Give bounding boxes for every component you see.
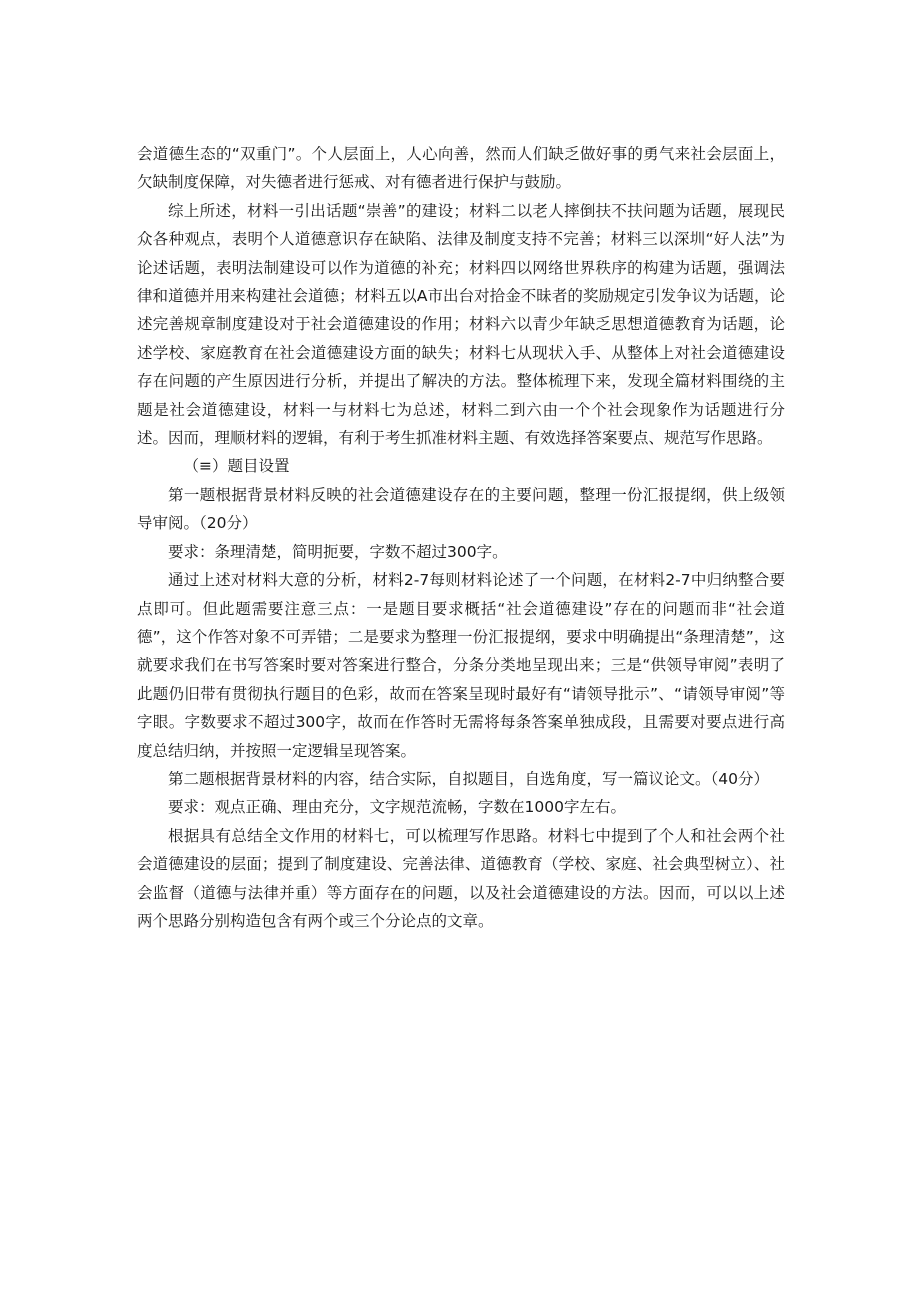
question-two-requirement: 要求：观点正确、理由充分，文字规范流畅，字数在1000字左右。: [168, 798, 626, 817]
question-two-analysis: 根据具有总结全文作用的材料七，可以梳理写作思路。材料七中提到了个人和社会两个社会道德建设的层面；提到了制度建设、完善法律、道德教育（学校、家庭、社会典型树立）、社会监督（道德与法律并重）等方面存在的问题，以及社会道德建设的方法。因而，可以以上述两个思路分别构造包含有两个或三个分论点的文章。: [137, 826, 785, 930]
paragraph-summary: 综上所述，材料一引出话题“崇善”的建设；材料二以老人摔倒扶不扶问题为话题，展现民众各种观点，表明个人道德意识存在缺陷、法律及制度支持不完善；材料三以深圳“好人法”为论述话题，表明法制建设可以作为道德的补充；材料四以网络世界秩序的构建为话题，强调法律和道德并用来构建社会道德；材料五以A市出台对拾金不昧者的奖励规定引发争议为话题，论述完善规章制度建设对于社会道德建设的作用；材料六以青少年缺乏思想道德教育为话题，论述学校、家庭教育在社会道德建设方面的缺失；材料七从现状入手、从整体上对社会道德建设存在问题的产生原因进行分析，并提出了解决的方法。整体梳理下来，发现全篇材料围绕的主题是社会道德建设，材料一与材料七为总述，材料二到六由一个个社会现象作为话题进行分述。因而，理顺材料的逻辑，有利于考生抓准材料主题、有效选择答案要点、规范写作思路。: [137, 201, 785, 448]
document-body: [137, 140, 785, 935]
question-two: 第二题根据背景材料的内容，结合实际，自拟题目，自选角度，写一篇议论文。（40分）: [168, 769, 769, 788]
question-one-analysis: 通过上述对材料大意的分析，材料2-7每则材料论述了一个问题，在材料2-7中归纳整合要点即可。但此题需要注意三点：一是题目要求概括“社会道德建设”存在的问题而非“社会道德”，这个作答对象不可弄错；二是要求为整理一份汇报提纲，要求中明确提出“条理清楚”，这就要求我们在书写答案时要对答案进行整合，分条分类地呈现出来；三是“供领导审阅”表明了此题仍旧带有贯彻执行题目的色彩，故而在答案呈现时最好有“请领导批示”、“请领导审阅”等字眼。字数要求不超过300字，故而在作答时无需将每条答案单独成段，且需要对要点进行高度总结归纳，并按照一定逻辑呈现答案。: [137, 571, 785, 760]
section-heading: （≡）题目设置: [183, 457, 290, 476]
paragraph-continuation: 会道德生态的“双重门”。个人层面上，人心向善，然而人们缺乏做好事的勇气来社会层面上，欠缺制度保障，对失德者进行惩戒、对有德者进行保护与鼓励。: [137, 145, 785, 192]
question-one: 第一题根据背景材料反映的社会道德建设存在的主要问题，整理一份汇报提纲，供上级领导审阅。（20分）: [137, 485, 785, 533]
question-one-requirement: 要求：条理清楚，简明扼要，字数不超过300字。: [168, 542, 508, 561]
